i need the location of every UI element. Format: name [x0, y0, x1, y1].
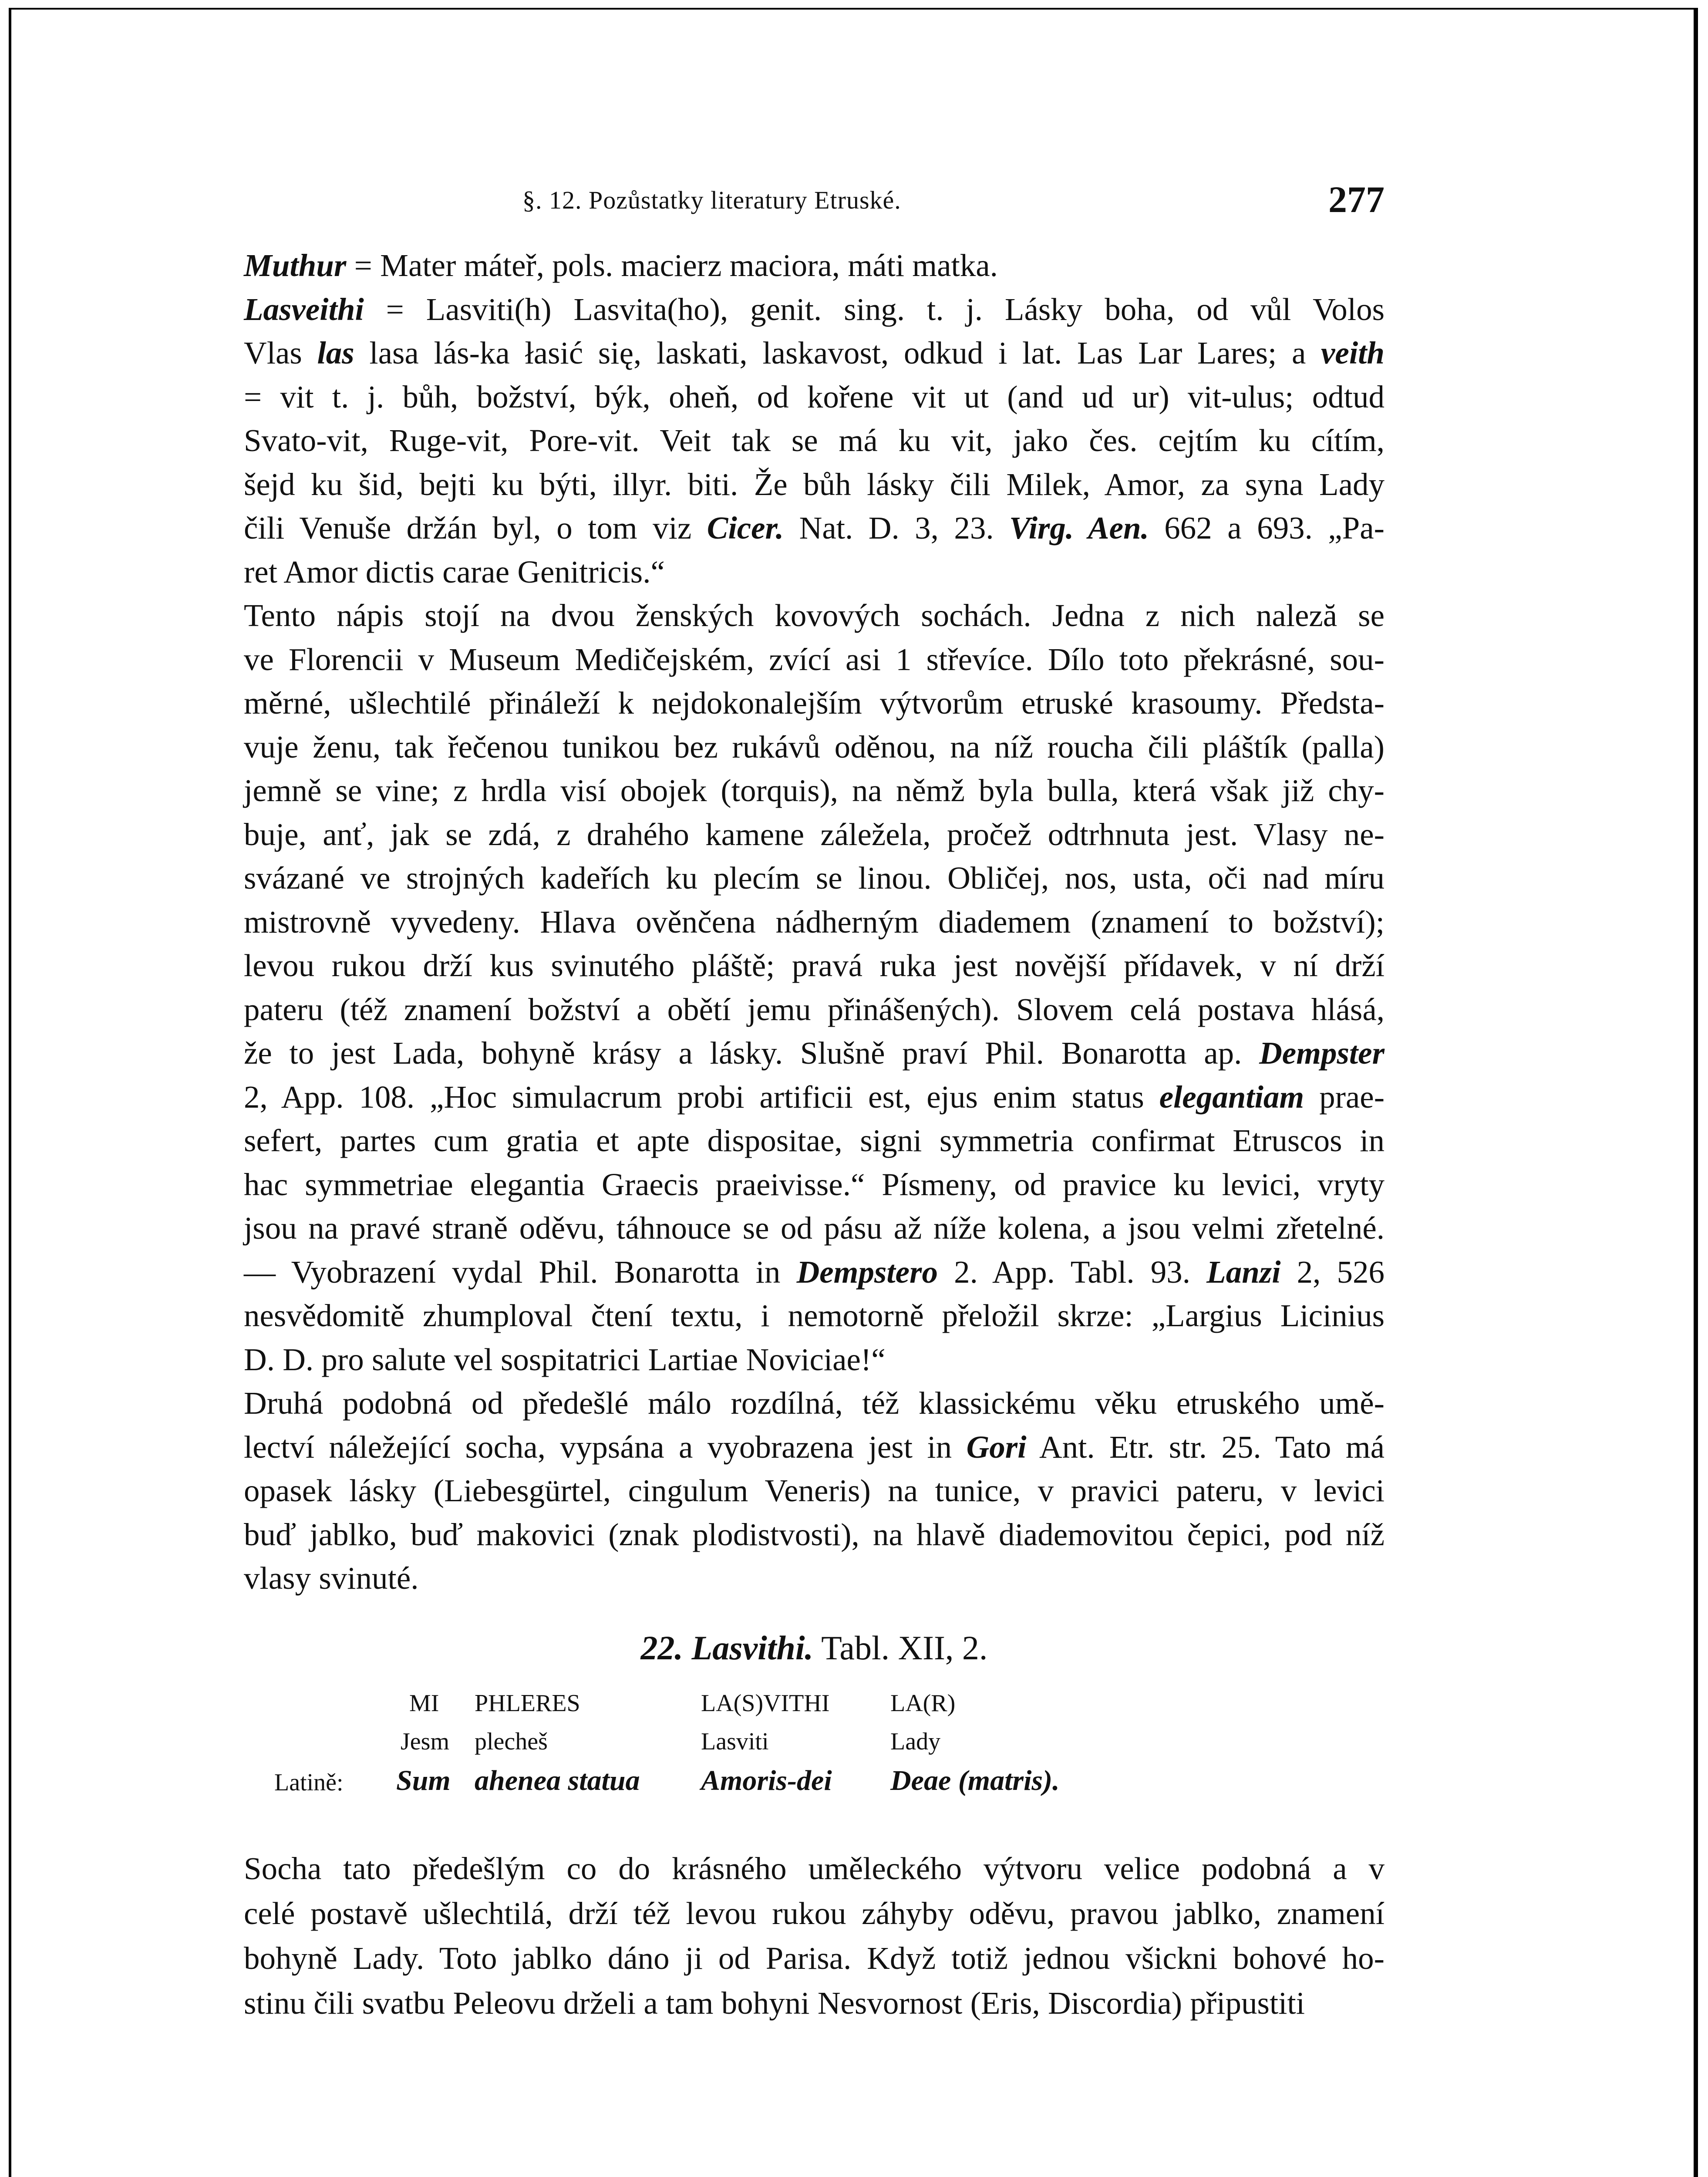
- text-run: = Mater máteř, pols. macierz maciora, máti matka.: [346, 248, 998, 283]
- text-run: Svato-vit, Ruge-vit, Pore-vit. Veit tak se má ku vit, jako čes. cejtím ku cítím,: [244, 423, 1385, 458]
- text-run: 2. App. Tabl. 93.: [937, 1254, 1207, 1290]
- paragraph: [244, 244, 1385, 288]
- text-run: levou rukou drží kus svinutého pláště; pravá ruka jest novější přídavek, v ní drží: [244, 948, 1385, 983]
- text-line: [244, 1075, 1385, 1119]
- text-run: 662 a 693. „Pa-: [1149, 510, 1385, 546]
- insc-cell: LA(S)VITHI: [701, 1690, 830, 1717]
- text-run: stinu čili svatbu Peleovu drželi a tam bohyni Nesvornost (Eris, Discordia) připustiti: [244, 1985, 1305, 2021]
- text-run: = Lasviti(h) Lasvita(ho), genit. sing. t. j. Lásky boha, od vůl Volos: [364, 291, 1385, 327]
- insc-label: Latině:: [274, 1769, 344, 1796]
- text-run: buď jablko, buď makovici (znak plodistvosti), na hlavě diademovitou čepici, pod níž: [244, 1516, 1385, 1552]
- text-run: měrné, ušlechtilé přináleží k nejdokonalejším výtvorům etruské krasoumy. Předsta-: [244, 685, 1385, 721]
- insc-cell: Amoris-dei: [701, 1765, 832, 1796]
- text-run: mistrovně vyvedeny. Hlava ověnčena nádherným diademem (znamení to božství);: [244, 904, 1385, 940]
- text-line: [244, 331, 1385, 375]
- page-header: [244, 179, 1385, 230]
- paragraph: [244, 1846, 1385, 2025]
- section-ref: Tabl. XII, 2.: [821, 1629, 988, 1667]
- text-run: jsou na pravé straně oděvu, táhnouce se od pásu až níže kolena, a jsou velmi zřetelné.: [244, 1210, 1385, 1246]
- text-line: [244, 638, 1385, 682]
- text-line: [244, 1425, 1385, 1469]
- text-line: [244, 506, 1385, 550]
- text-run: celé postavě ušlechtilá, drží též levou rukou záhyby oděvu, pravou jablko, znamení: [244, 1896, 1385, 1931]
- insc-cell: PHLERES: [475, 1690, 580, 1717]
- text-line: [244, 375, 1385, 419]
- text-run: šejd ku šid, bejti ku býti, illyr. biti. Že bůh lásky čili Milek, Amor, za syna Lady: [244, 466, 1385, 502]
- insc-cell: Deae (matris).: [890, 1765, 1060, 1796]
- text-run: hac symmetriae elegantia Graecis praeivisse.“ Písmeny, od pravice ku levici, vryty: [244, 1166, 1385, 1202]
- italic-word: Lasveithi: [244, 291, 364, 327]
- insc-cell: Lady: [890, 1728, 941, 1755]
- page-border-right: [1694, 8, 1698, 2177]
- insc-cell: LA(R): [890, 1690, 956, 1717]
- text-run: prae-: [1304, 1079, 1385, 1115]
- italic-word: Dempstero: [796, 1254, 938, 1290]
- text-run: = vit t. j. bůh, božství, býk, oheň, od kořene vit ut (and ud ur) vit-ulus; odtud: [244, 379, 1385, 415]
- text-line: [244, 988, 1385, 1032]
- text-run: lasa lás-ka łasić się, laskati, laskavost, odkud i lat. Las Lar Lares; a: [354, 335, 1321, 371]
- text-line: [244, 1163, 1385, 1207]
- text-run: bohyně Lady. Toto jablko dáno ji od Parisa. Když totiž jednou všickni bohové ho-: [244, 1941, 1385, 1976]
- text-line: [244, 681, 1385, 725]
- text-run: sefert, partes cum gratia et apte dispositae, signi symmetria confirmat Etruscos in: [244, 1123, 1385, 1158]
- text-line: [244, 244, 1385, 288]
- text-run: čili Venuše držán byl, o tom viz: [244, 510, 707, 546]
- page-number: 277: [1328, 179, 1385, 220]
- text-run: jemně se vine; z hrdla visí obojek (torquis), na němž byla bulla, která však již chy-: [244, 773, 1385, 808]
- paragraph: [244, 594, 1385, 1382]
- text-line: [244, 1981, 1385, 2025]
- text-run: 2, 526: [1280, 1254, 1385, 1290]
- text-line: [244, 1469, 1385, 1513]
- text-line: [244, 1294, 1385, 1338]
- text-run: 2, App. 108. „Hoc simulacrum probi artificii est, ejus enim status: [244, 1079, 1159, 1115]
- paragraph: [244, 1382, 1385, 1601]
- text-run: Druhá podobná od předešlé málo rozdílná, též klassickému věku etruského umě-: [244, 1385, 1385, 1421]
- text-run: Ant. Etr. str. 25. Tato má: [1026, 1429, 1385, 1465]
- italic-word: elegantiam: [1159, 1079, 1304, 1115]
- text-run: pateru (též znamení božství a obětí jemu přinášených). Slovem celá postava hlásá,: [244, 991, 1385, 1027]
- text-run: Tento nápis stojí na dvou ženských kovových sochách. Jedna z nich naleză se: [244, 598, 1385, 633]
- text-run: že to jest Lada, bohyně krásy a lásky. Slušně praví Phil. Bonarotta ap.: [244, 1035, 1260, 1071]
- text-run: vuje ženu, tak řečenou tunikou bez rukávů oděnou, na níž roucha čili pláštík (palla): [244, 729, 1385, 765]
- text-line: [244, 1250, 1385, 1294]
- text-run: lectví náležející socha, vypsána a vyobrazena jest in: [244, 1429, 967, 1465]
- text-line: [244, 725, 1385, 769]
- text-line: [244, 288, 1385, 332]
- section-heading: [244, 1628, 1385, 1668]
- text-line: [244, 1119, 1385, 1163]
- text-line: [244, 463, 1385, 507]
- italic-word: las: [317, 335, 354, 371]
- text-line: [244, 1206, 1385, 1250]
- text-line: [244, 1382, 1385, 1425]
- text-run: vlasy svinuté.: [244, 1560, 419, 1596]
- text-run: Socha tato předešlým co do krásného uměleckého výtvoru velice podobná a v: [244, 1851, 1385, 1886]
- text-line: [244, 900, 1385, 944]
- text-run: ret Amor dictis carae Genitricis.“: [244, 554, 665, 590]
- section-number: 22.: [640, 1629, 684, 1667]
- body-text-continued: [244, 1846, 1385, 2025]
- italic-word: Lanzi: [1206, 1254, 1281, 1290]
- italic-word: Gori: [966, 1429, 1027, 1465]
- text-run: D. D. pro salute vel sospitatrici Lartiae Noviciae!“: [244, 1341, 886, 1377]
- section-word: Lasvithi.: [691, 1629, 814, 1667]
- text-line: [244, 1557, 1385, 1601]
- insc-cell: ahenea statua: [475, 1765, 640, 1796]
- text-run: svázané ve strojných kadeřích ku plecím se linou. Obličej, nos, usta, oči nad míru: [244, 860, 1385, 896]
- text-run: opasek lásky (Liebesgürtel, cingulum Veneris) na tunice, v pravici pateru, v levici: [244, 1473, 1385, 1508]
- text-run: Nat. D. 3, 23.: [784, 510, 1010, 546]
- text-run: — Vyobrazení vydal Phil. Bonarotta in: [244, 1254, 797, 1290]
- italic-word: Virg. Aen.: [1009, 510, 1149, 546]
- running-head: §. 12. Pozůstatky literatury Etruské.: [522, 186, 901, 214]
- body-text: [244, 244, 1385, 1601]
- text-line: [244, 1031, 1385, 1075]
- text-line: [244, 419, 1385, 463]
- insc-cell: Jesm: [401, 1728, 449, 1755]
- inscription-table: [244, 1689, 1385, 1820]
- paragraph: [244, 288, 1385, 594]
- text-line: [244, 769, 1385, 813]
- text-run: nesvědomitě zhumploval čtení textu, i nemotorně přeložil skrze: „Largius Licinius: [244, 1298, 1385, 1333]
- insc-cell: MI: [409, 1690, 439, 1717]
- text-line: [244, 594, 1385, 638]
- italic-word: Cicer.: [707, 510, 784, 546]
- italic-word: Muthur: [244, 248, 347, 283]
- text-line: [244, 1936, 1385, 1981]
- text-run: Vlas: [244, 335, 317, 371]
- insc-cell: Lasviti: [701, 1728, 769, 1755]
- text-line: [244, 944, 1385, 988]
- text-line: [244, 550, 1385, 594]
- text-line: [244, 856, 1385, 900]
- text-line: [244, 1338, 1385, 1382]
- text-line: [244, 1513, 1385, 1557]
- insc-cell: Sum: [396, 1765, 451, 1796]
- insc-cell: plecheš: [475, 1728, 548, 1755]
- text-line: [244, 1846, 1385, 1891]
- text-run: buje, anť, jak se zdá, z drahého kamene záležela, pročež odtrhnuta jest. Vlasy ne-: [244, 816, 1385, 852]
- text-line: [244, 813, 1385, 857]
- text-line: [244, 1891, 1385, 1936]
- italic-word: Dempster: [1259, 1035, 1385, 1071]
- italic-word: veith: [1321, 335, 1385, 371]
- text-run: ve Florencii v Museum Medičejském, zvící asi 1 střevíce. Dílo toto překrásné, sou-: [244, 641, 1385, 677]
